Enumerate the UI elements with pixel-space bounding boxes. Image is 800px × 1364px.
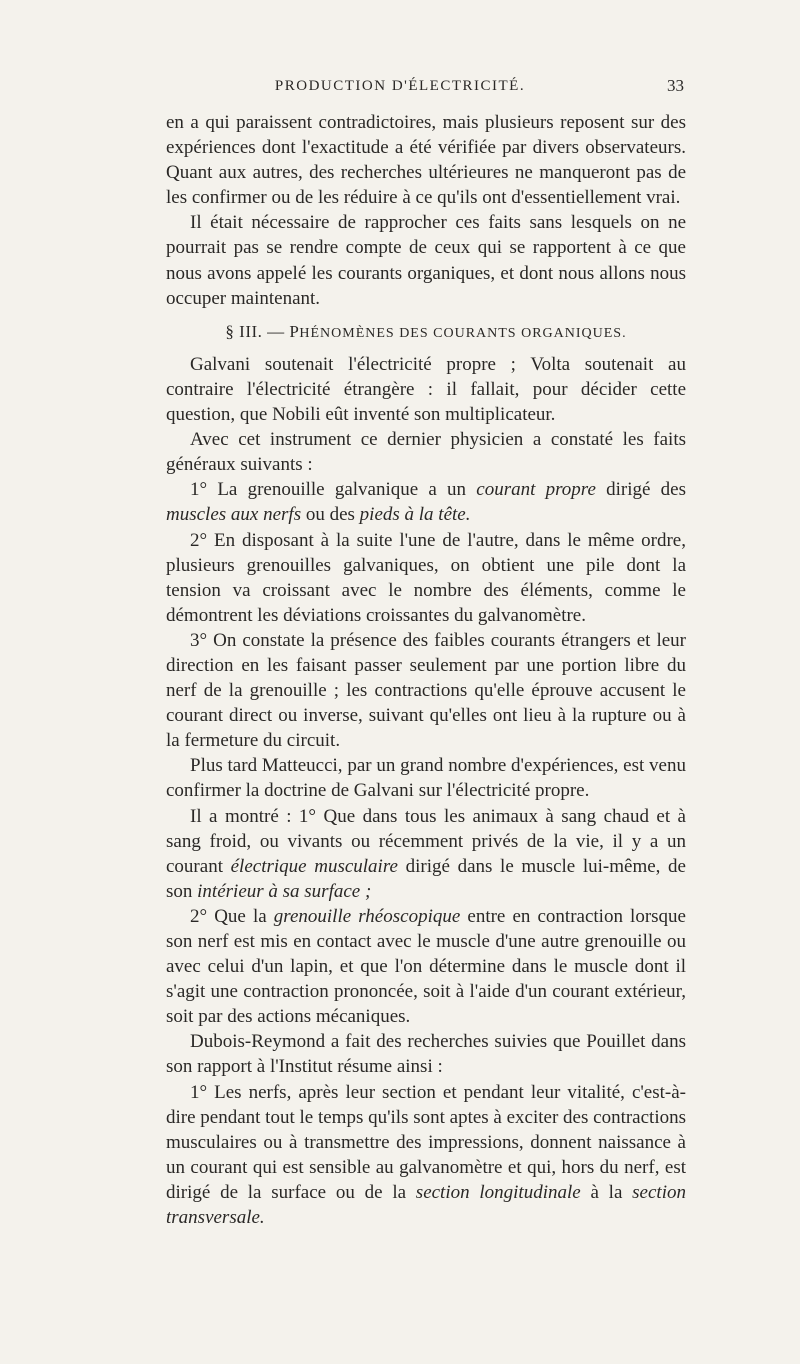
paragraph-2: Il était nécessaire de rapprocher ces faits sans lesquels on ne pourrait pas se rendre compte de ceux qui se rapportent à ce que nous avons appelé les courants organiques, et dont nous allons nous occuper maintenant.: [166, 212, 686, 309]
text-run: ou des: [301, 504, 360, 526]
italic-run: section longitudinale: [415, 1181, 581, 1203]
paragraph-5: [166, 477, 686, 527]
page-header: [0, 74, 800, 104]
paragraph-8: Plus tard Matteucci, par un grand nombre d'expériences, est venu confirmer la doctrine de Galvani sur l'électricité propre.: [166, 755, 686, 802]
italic-run: grenouille rhéoscopique: [273, 905, 461, 927]
italic-run: pieds à la tête.: [359, 504, 471, 526]
text-run: entre en contraction lorsque son nerf est mis en contact avec le muscle d'une autre grenouille ou avec celui d'un lapin, et que l'on détermine dans le muscle dont il s'agit une contraction prononcée, soit à l'aide d'un courant extérieur, soit par des actions mécaniques.: [166, 905, 686, 1028]
page-number: 33: [667, 76, 684, 95]
paragraph-1: en a qui paraissent contradictoires, mais plusieurs reposent sur des expériences dont l'exactitude a été vérifiée par divers observateurs. Quant aux autres, des recherches ultérieures ne manqueront pas de les confirmer ou de les réduire à ce qu'ils ont d'essentiellement vrai.: [166, 112, 686, 209]
italic-run: courant propre: [476, 479, 596, 501]
text-run: à la: [580, 1181, 633, 1203]
paragraph-6: 2° En disposant à la suite l'une de l'autre, dans le même ordre, plusieurs grenouilles galvaniques, on obtient une pile dont la tension va croissant avec le nombre des éléments, comme le démontrent les déviations croissantes du galvanomètre.: [166, 529, 686, 626]
running-title: PRODUCTION D'ÉLECTRICITÉ.: [274, 78, 526, 94]
body-text: [166, 110, 686, 1230]
paragraph-7: 3° On constate la présence des faibles courants étrangers et leur direction en les faisant passer seulement par une portion libre du nerf de la grenouille ; les contractions qu'elle éprouve accusent le courant direct ou inverse, suivant qu'elles ont lieu à la rupture ou à la fermeture du circuit.: [166, 629, 686, 752]
text-run: dirigé des: [595, 479, 686, 501]
paragraph-11: Dubois-Reymond a fait des recherches suivies que Pouillet dans son rapport à l'Institut résume ainsi :: [166, 1031, 686, 1078]
paragraph-9: [166, 804, 686, 904]
italic-run: muscles aux nerfs: [166, 504, 302, 526]
text-run: 2° Que la: [190, 905, 274, 927]
text-run: dirigé dans le muscle lui-même, de son: [166, 855, 686, 902]
text-run: 1° Les nerfs, après leur section et pendant leur vitalité, c'est-à-dire pendant tout le temps qu'ils sont aptes à exciter des contractions musculaires ou à transmettre des impressions, donnent naissance à un courant qui est sensible au galvanomètre et qui, hors du nerf, est dirigé de la surface ou de la: [166, 1081, 686, 1203]
italic-run: section transversale.: [166, 1181, 686, 1229]
paragraph-3: Galvani soutenait l'électricité propre ; Volta soutenait au contraire l'électricité étrangère : il fallait, pour décider cette question, que Nobili eût inventé son multiplicateur.: [166, 353, 686, 426]
text-run: Il a montré : 1° Que dans tous les animaux à sang chaud et à sang froid, ou vivants ou récemment privés de la vie, il y a un courant: [166, 805, 686, 877]
section-number: § III. — P: [225, 321, 300, 341]
paragraph-12: [166, 1080, 686, 1231]
italic-run: intérieur à sa surface ;: [197, 880, 372, 902]
section-heading: [166, 319, 686, 346]
text-run: 1° La grenouille galvanique a un: [190, 479, 477, 501]
paragraph-10: [166, 904, 686, 1029]
paragraph-4: Avec cet instrument ce dernier physicien a constaté les faits généraux suivants :: [166, 429, 686, 476]
italic-run: électrique musculaire: [230, 855, 398, 877]
section-title: HÉNOMÈNES DES COURANTS ORGANIQUES.: [299, 325, 627, 341]
